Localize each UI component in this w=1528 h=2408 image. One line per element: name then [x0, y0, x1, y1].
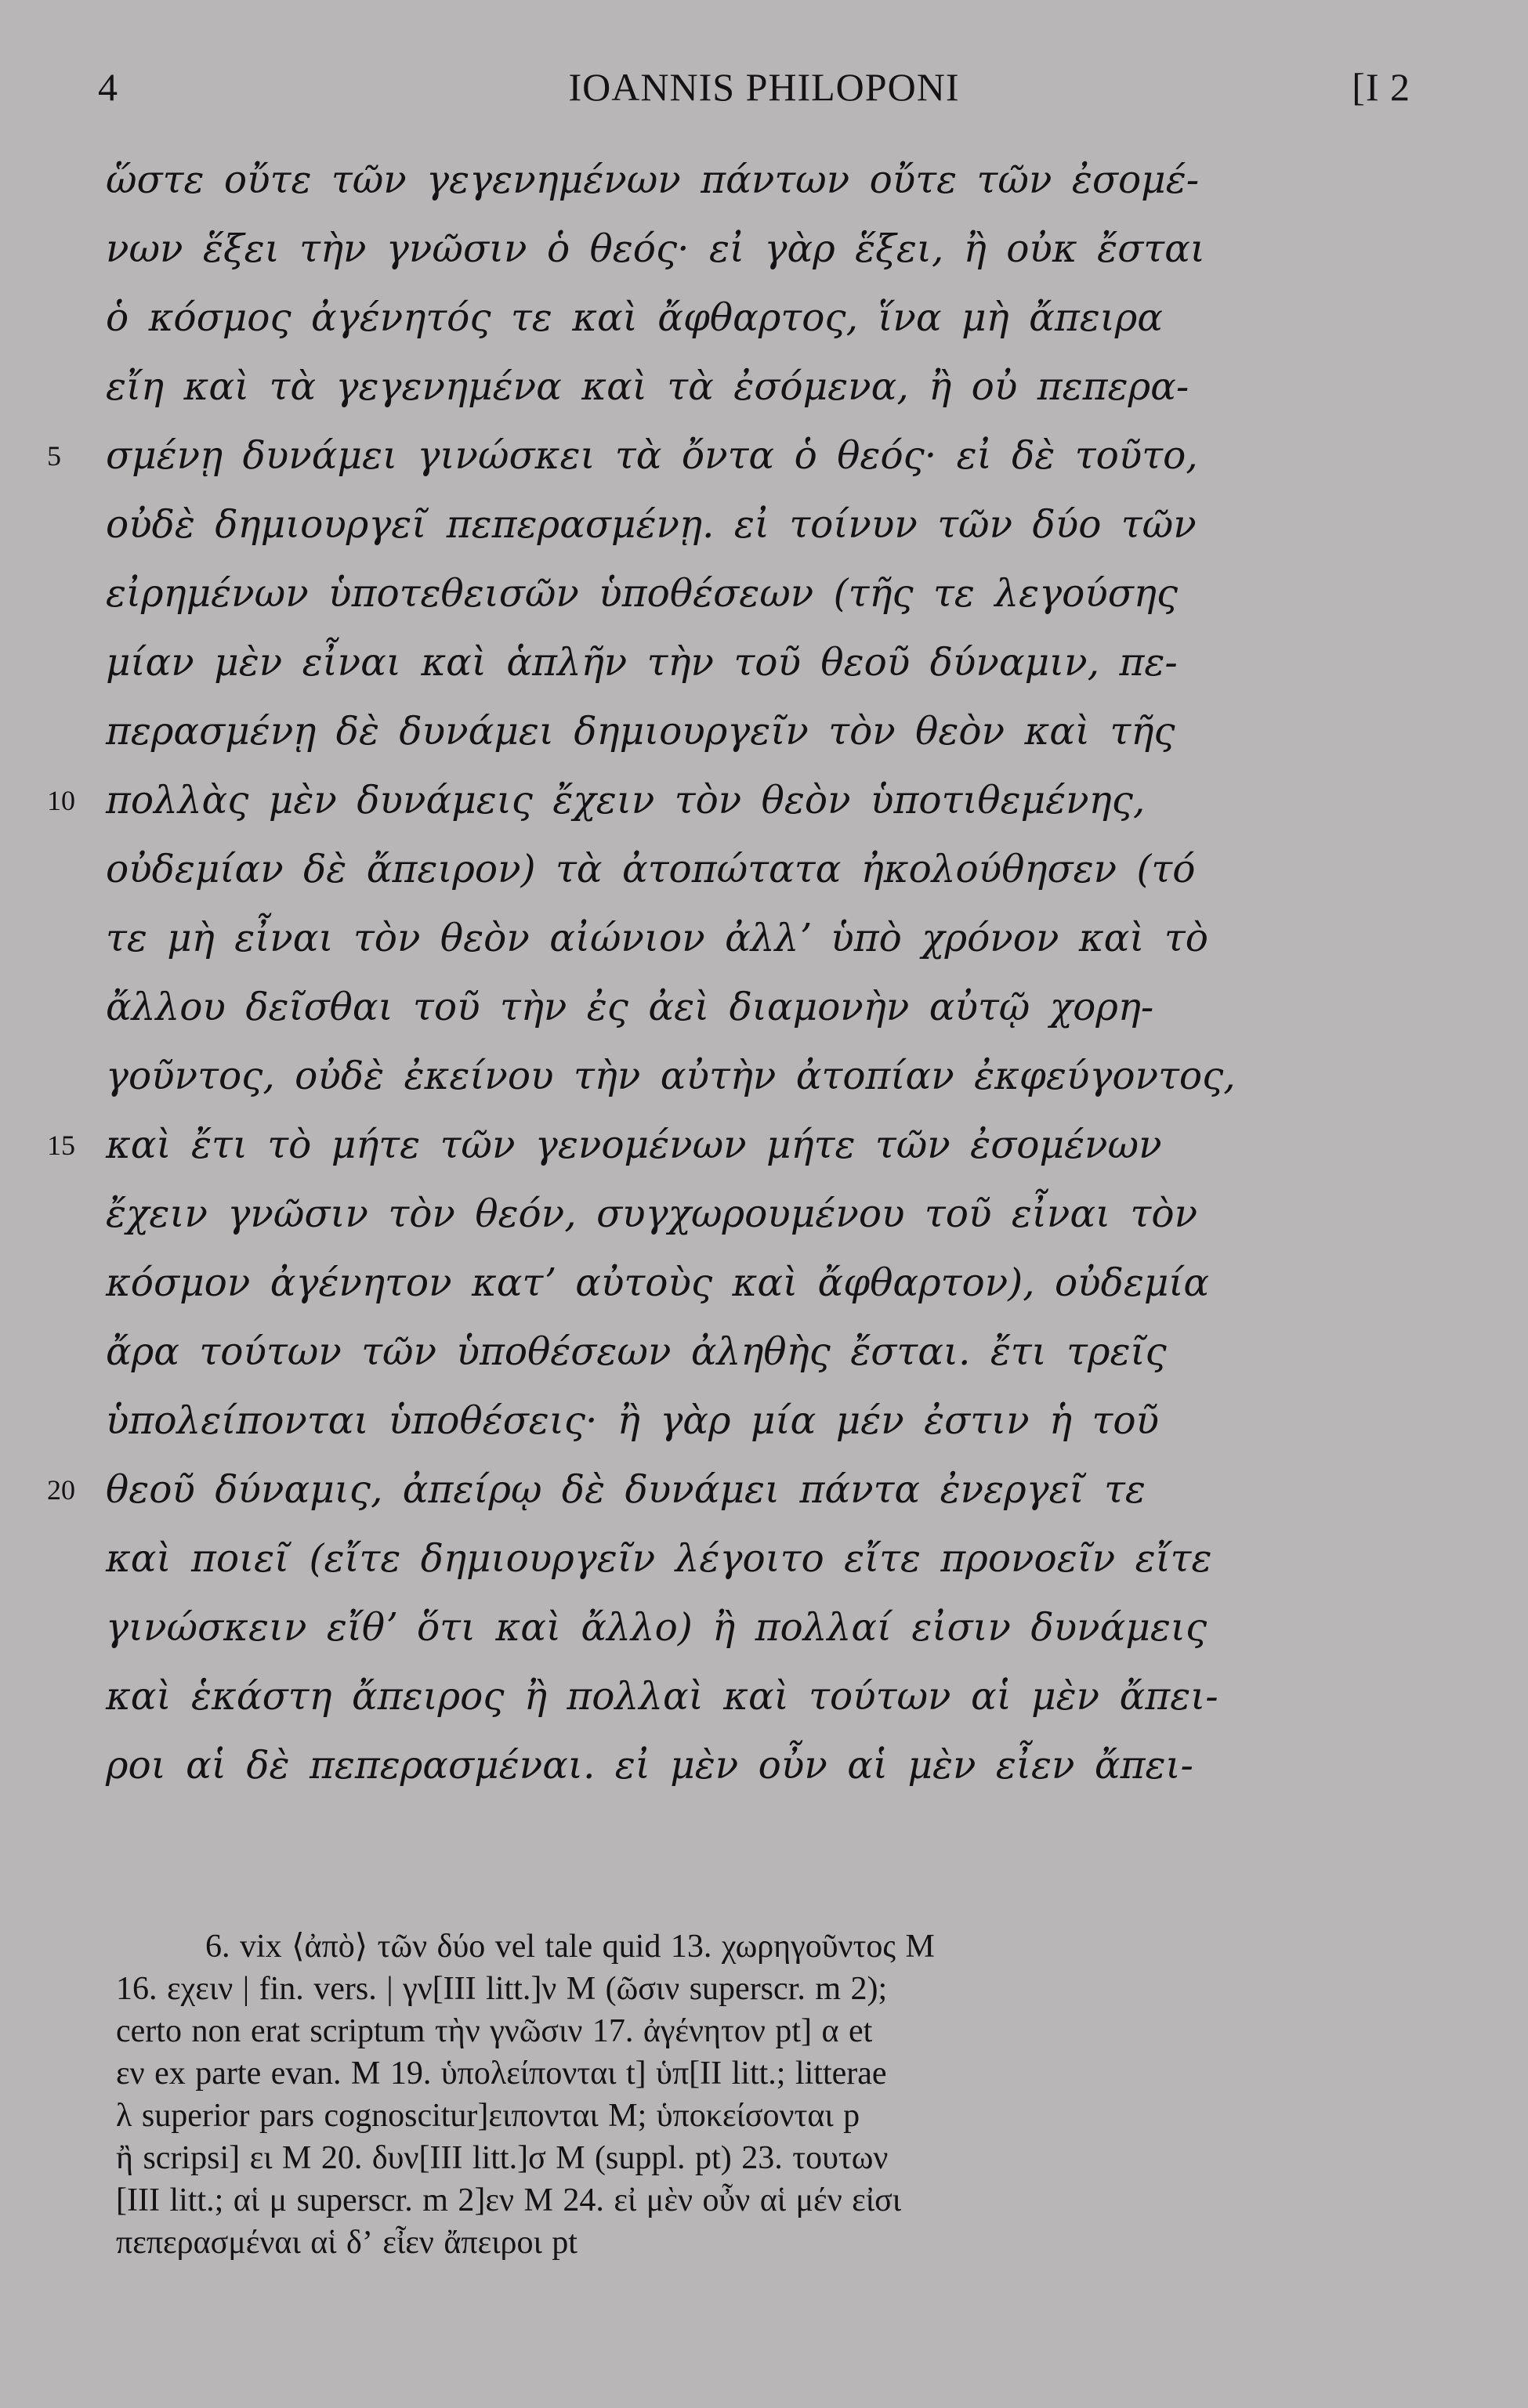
page-number: 4 [98, 65, 118, 109]
footnote-line: ἢ scripsi] ει M 20. δυν[III litt.]σ M (suppl. pt) 23. τουτων [116, 2140, 889, 2176]
line-number [47, 907, 94, 970]
text-line: οὐδὲ δημιουργεῖ πεπερασμένῃ. εἰ τοίνυν τῶν δύο τῶν [106, 503, 1197, 547]
text-line: ἄλλου δεῖσθαι τοῦ τὴν ἐς ἀεὶ διαμονὴν αὐτῷ χορη- [106, 985, 1154, 1029]
text-line: νων ἕξει τὴν γνῶσιν ὁ θεός· εἰ γὰρ ἕξει, ἢ οὐκ ἔσται [106, 227, 1205, 271]
line-number [47, 1528, 94, 1590]
running-title: IOANNIS PHILOPONI [568, 65, 960, 109]
line-number: 10 [47, 785, 75, 816]
footnote-line: certo non erat scriptum τὴν γνῶσιν 17. ἀγένητον pt] α et [116, 2013, 873, 2049]
line-number [47, 562, 94, 625]
running-header [0, 64, 1528, 119]
line-number [47, 976, 94, 1039]
text-line: σμένῃ δυνάμει γινώσκει τὰ ὄντα ὁ θεός· εἰ δὲ τοῦτο, [106, 434, 1198, 478]
line-number: 20 [47, 1474, 75, 1506]
text-line: γινώσκειν εἴθʼ ὅτι καὶ ἄλλο) ἢ πολλαί εἰσιν δυνάμεις [106, 1606, 1208, 1650]
line-number [47, 1596, 94, 1659]
line-number: 5 [47, 440, 61, 472]
line-number [47, 1183, 94, 1246]
text-line: ροι αἱ δὲ πεπερασμέναι. εἰ μὲν οὖν αἱ μὲν εἶεν ἄπει- [106, 1744, 1193, 1788]
line-number [47, 218, 94, 280]
text-line: καὶ ποιεῖ (εἴτε δημιουργεῖν λέγοιτο εἴτε προνοεῖν εἴτε [106, 1537, 1212, 1581]
footnote-line: εν ex parte evan. M 19. ὑπολείπονται t] ὑπ[II litt.; litterae [116, 2055, 887, 2092]
line-number [47, 1252, 94, 1314]
text-line: πολλὰς μὲν δυνάμεις ἔχειν τὸν θεὸν ὑποτιθεμένης, [106, 779, 1146, 823]
line-number [47, 494, 94, 556]
text-line: θεοῦ δύναμις, ἀπείρῳ δὲ δυνάμει πάντα ἐνεργεῖ τε [106, 1468, 1146, 1512]
line-number [47, 287, 94, 349]
footnote-line: 16. εχειν | fin. vers. | γν[III litt.]ν M (ῶσιν superscr. m 2); [116, 1971, 888, 2007]
text-line: ὑπολείπονται ὑποθέσεις· ἢ γὰρ μία μέν ἐστιν ἡ τοῦ [106, 1399, 1160, 1443]
footnote-line: [III litt.; αἱ μ superscr. m 2]εν M 24. εἰ μὲν οὖν αἱ μέν εἰσι [116, 2182, 902, 2218]
text-line: τε μὴ εἶναι τὸν θεὸν αἰώνιον ἀλλʼ ὑπὸ χρόνον καὶ τὸ [106, 917, 1208, 960]
text-line: εἰρημένων ὑποτεθεισῶν ὑποθέσεων (τῆς τε λεγούσης [106, 572, 1179, 616]
line-number [47, 1321, 94, 1383]
footnote-line: πεπερασμέναι αἱ δʼ εἶεν ἄπειροι pt [116, 2225, 578, 2261]
line-number [47, 838, 94, 901]
text-line: ὥστε οὔτε τῶν γεγενημένων πάντων οὔτε τῶν ἐσομέ- [106, 158, 1200, 202]
text-line: κόσμον ἀγένητον κατʼ αὐτοὺς καὶ ἄφθαρτον), οὐδεμία [106, 1261, 1210, 1305]
text-line: καὶ ἔτι τὸ μήτε τῶν γενομένων μήτε τῶν ἐσομένων [106, 1123, 1162, 1167]
line-number [47, 631, 94, 694]
line-number [47, 1045, 94, 1108]
text-line: περασμένῃ δὲ δυνάμει δημιουργεῖν τὸν θεὸν καὶ τῆς [106, 710, 1175, 754]
footnote-line: λ superior pars cognoscitur]ειπονται M; ὑποκείσονται p [116, 2098, 860, 2134]
text-line: ἄρα τούτων τῶν ὑποθέσεων ἀληθὴς ἔσται. ἔτι τρεῖς [106, 1330, 1167, 1374]
text-line: γοῦντος, οὐδὲ ἐκείνου τὴν αὐτὴν ἀτοπίαν ἐκφεύγοντος, [106, 1054, 1236, 1098]
text-line: ὁ κόσμος ἀγένητός τε καὶ ἄφθαρτος, ἵνα μὴ ἄπειρα [106, 296, 1164, 340]
text-line: καὶ ἑκάστη ἄπειρος ἢ πολλαὶ καὶ τούτων αἱ μὲν ἄπει- [106, 1675, 1218, 1719]
line-number [47, 700, 94, 763]
footnote-line: 6. vix ⟨ἀπὸ⟩ τῶν δύο vel tale quid 13. χωρηγοῦντος M [205, 1929, 935, 1965]
line-number [47, 1734, 94, 1797]
text-line: ἔχειν γνῶσιν τὸν θεόν, συγχωρουμένου τοῦ εἶναι τὸν [106, 1192, 1198, 1236]
line-number [47, 1665, 94, 1728]
text-line: οὐδεμίαν δὲ ἄπειρον) τὰ ἀτοπώτατα ἠκολούθησεν (τό [106, 848, 1196, 891]
line-number: 15 [47, 1130, 75, 1161]
line-number [47, 1390, 94, 1452]
text-line: μίαν μὲν εἶναι καὶ ἁπλῆν τὴν τοῦ θεοῦ δύναμιν, πε- [106, 641, 1178, 685]
line-number [47, 356, 94, 418]
text-line: εἴη καὶ τὰ γεγενημένα καὶ τὰ ἐσόμενα, ἢ οὐ πεπερα- [106, 365, 1189, 409]
line-number [47, 149, 94, 212]
section-reference: [I 2 [1352, 65, 1410, 109]
